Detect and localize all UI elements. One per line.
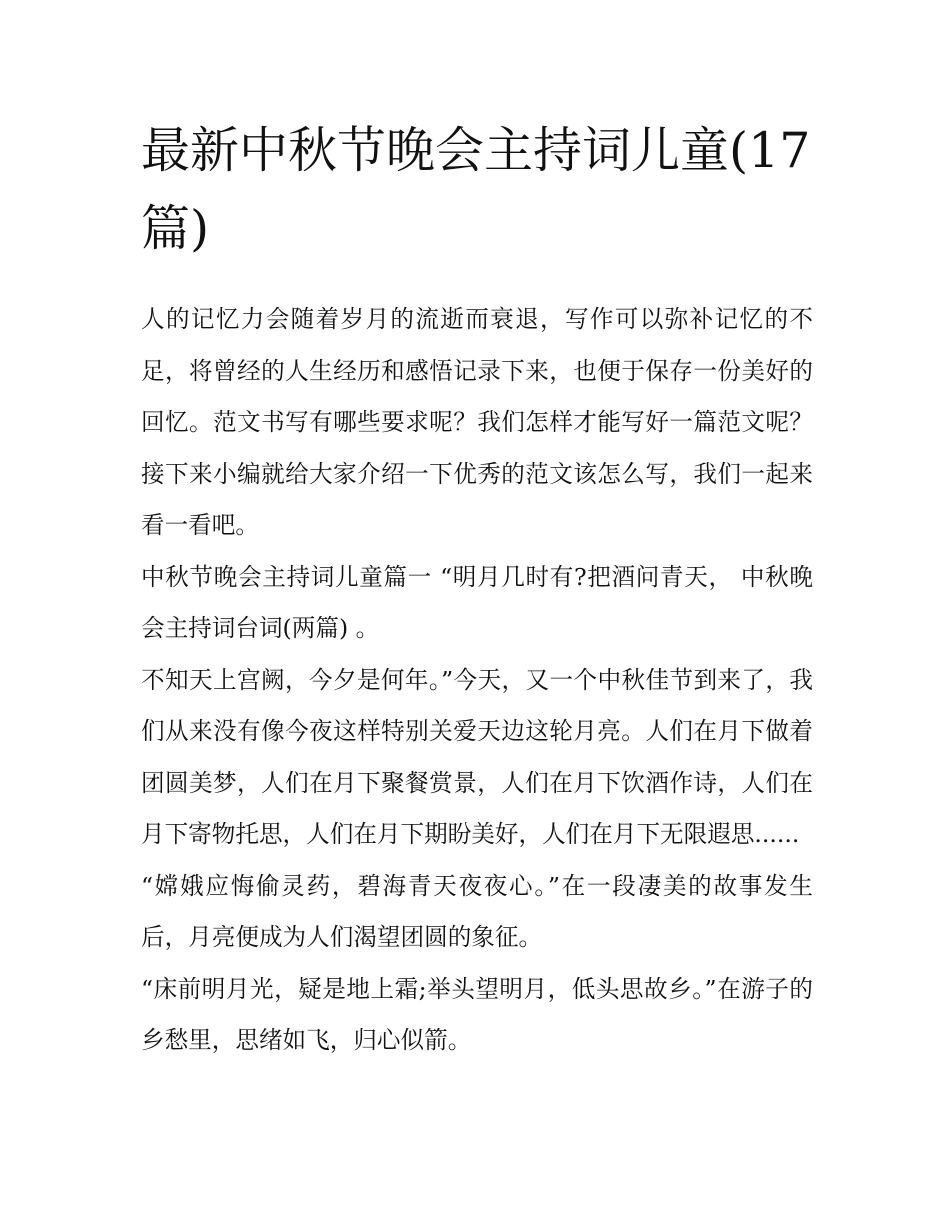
paragraph-1: 中秋节晚会主持词儿童篇一 “明月几时有?把酒问青天， 中秋晚会主持词台词(两篇) 。 <box>141 562 813 642</box>
paragraph-intro: 人的记忆力会随着岁月的流逝而衰退，写作可以弥补记忆的不足，将曾经的人生经历和感悟记录下来，也便于保存一份美好的回忆。范文书写有哪些要求呢？我们怎样才能写好一篇范文呢？接下来小编就给大家介绍一下优秀的范文该怎么写，我们一起来看一看吧。 <box>141 305 813 539</box>
paragraph-3: “嫦娥应悔偷灵药，碧海青天夜夜心。”在一段凄美的故事发生后，月亮便成为人们渴望团圆的象征。 <box>141 871 813 951</box>
paragraph-2: 不知天上宫阙，今夕是何年。”今天，又一个中秋佳节到来了，我们从来没有像今夜这样特别关爱天边这轮月亮。人们在月下做着团圆美梦，人们在月下聚餐赏景，人们在月下饮酒作诗，人们在月下寄物托思，人们在月下期盼美好，人们在月下无限遐思...... <box>141 665 813 848</box>
paragraph-4: “床前明月光，疑是地上霜;举头望明月，低头思故乡。”在游子的乡愁里，思绪如飞，归心似箭。 <box>141 974 813 1054</box>
document-body <box>141 112 813 1067</box>
document-title: 最新中秋节晚会主持词儿童(17篇) <box>141 122 811 257</box>
